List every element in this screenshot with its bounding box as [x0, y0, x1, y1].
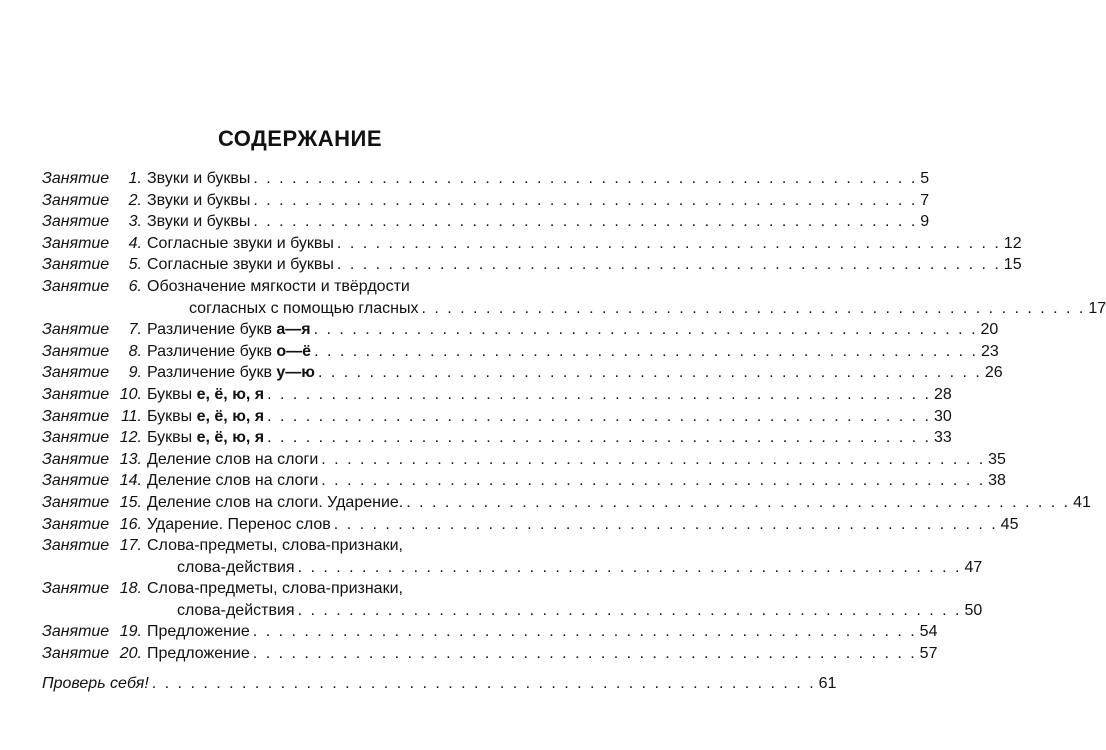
page-number: 38 — [988, 472, 1006, 490]
entry-title — [147, 535, 547, 557]
leader-dots: . . . . . . . . . . . . . . . . . . . . . . . . . . . . . . . . . . . . . . . . . . . . . . . . . . . . — [253, 213, 918, 231]
entry-title — [147, 362, 1003, 384]
entry-title-letters: а—я — [276, 321, 311, 339]
leader-dots: . . . . . . . . . . . . . . . . . . . . . . . . . . . . . . . . . . . . . . . . . . . . . . . . . . . . — [321, 450, 986, 468]
lesson-number: 3. — [128, 213, 142, 231]
lesson-number: 12. — [119, 429, 142, 447]
page-number: 35 — [988, 450, 1006, 468]
toc-entry[interactable] — [42, 319, 999, 341]
entry-title — [147, 470, 1006, 492]
entry-title-text: Деление слов на слоги. Ударение. — [147, 493, 404, 511]
leader-dots: . . . . . . . . . . . . . . . . . . . . . . . . . . . . . . . . . . . . . . . . . . . . . . . . . . . . — [252, 623, 917, 641]
lesson-number: 10. — [119, 385, 142, 403]
lesson-word: Занятие — [42, 321, 110, 339]
lesson-word: Занятие — [42, 256, 110, 274]
lesson-label — [42, 514, 142, 536]
lesson-word: Занятие — [42, 364, 110, 382]
leader-dots: . . . . . . . . . . . . . . . . . . . . . . . . . . . . . . . . . . . . . . . . . . . . . . . . . . . . — [421, 299, 1086, 317]
page-number: 23 — [980, 342, 999, 360]
entry-title-text: Различение букв — [147, 342, 272, 360]
page-number: 28 — [933, 385, 952, 403]
lesson-label — [42, 168, 142, 190]
lesson-label — [42, 643, 142, 665]
lesson-label — [42, 319, 142, 341]
lesson-number: 4. — [128, 234, 142, 252]
entry-title — [147, 276, 547, 298]
toc-entry[interactable] — [42, 449, 1006, 471]
check-yourself-label: Проверь себя! — [42, 674, 149, 692]
toc-entry[interactable] — [42, 190, 930, 212]
lesson-label — [42, 621, 142, 643]
lesson-label — [42, 492, 142, 514]
lesson-word: Занятие — [42, 429, 110, 447]
leader-dots: . . . . . . . . . . . . . . . . . . . . . . . . . . . . . . . . . . . . . . . . . . . . . . . . . . . . — [321, 472, 986, 490]
entry-title — [147, 492, 1091, 514]
leader-dots: . . . . . . . . . . . . . . . . . . . . . . . . . . . . . . . . . . . . . . . . . . . . . . . . . . . . — [297, 558, 962, 576]
lesson-label — [42, 384, 142, 406]
page-number: 12 — [1003, 234, 1022, 252]
leader-dots: . . . . . . . . . . . . . . . . . . . . . . . . . . . . . . . . . . . . . . . . . . . . . . . . . . . . — [406, 493, 1071, 511]
lesson-word: Занятие — [42, 170, 110, 187]
page-number: 15 — [1003, 256, 1022, 274]
entry-title — [147, 254, 1022, 276]
lesson-label — [42, 276, 142, 298]
lesson-number: 20. — [119, 645, 142, 663]
page-number: 7 — [920, 191, 930, 209]
entry-title-continued — [189, 298, 1106, 320]
leader-dots: . . . . . . . . . . . . . . . . . . . . . . . . . . . . . . . . . . . . . . . . . . . . . . . . . . . . — [267, 429, 931, 447]
entry-title — [147, 449, 1006, 471]
lesson-word: Занятие — [42, 450, 110, 468]
entry-title-text: Звуки и буквы — [147, 213, 251, 231]
lesson-word: Занятие — [42, 645, 110, 663]
lesson-word: Занятие — [42, 623, 110, 641]
lesson-number: 13. — [119, 450, 142, 468]
toc-entry[interactable] — [42, 535, 983, 578]
lesson-number: 2. — [128, 191, 142, 209]
entry-title-text: Звуки и буквы — [147, 191, 251, 209]
entry-title-text: Буквы — [147, 385, 193, 403]
lesson-label — [42, 578, 142, 600]
lesson-word: Занятие — [42, 493, 110, 511]
page-number: 61 — [818, 674, 837, 692]
entry-title-text: слова-действия — [177, 601, 295, 619]
lesson-number: 7. — [128, 321, 142, 339]
entry-title-letters: е, ё, ю, я — [196, 429, 265, 447]
lesson-word: Занятие — [42, 472, 110, 490]
leader-dots: . . . . . . . . . . . . . . . . . . . . . . . . . . . . . . . . . . . . . . . . . . . . . . . . . . . . — [333, 515, 998, 533]
lesson-number: 14. — [119, 472, 142, 490]
lesson-number: 8. — [128, 342, 142, 360]
lesson-label — [42, 341, 142, 363]
entry-title-text: Ударение. Перенос слов — [147, 515, 331, 533]
lesson-number: 1. — [128, 170, 142, 187]
entry-title-letters: у—ю — [276, 364, 315, 382]
lesson-number: 6. — [128, 277, 142, 295]
entry-title — [147, 427, 952, 449]
entry-title-letters: е, ё, ю, я — [196, 407, 265, 425]
leader-dots: . . . . . . . . . . . . . . . . . . . . . . . . . . . . . . . . . . . . . . . . . . . . . . . . . . . . — [267, 385, 931, 403]
entry-title-letters: о—ё — [276, 342, 312, 360]
entry-title-text: Слова-предметы, слова-признаки, — [147, 580, 403, 598]
toc-entry[interactable] — [42, 621, 938, 643]
lesson-number: 18. — [119, 580, 142, 598]
leader-dots: . . . . . . . . . . . . . . . . . . . . . . . . . . . . . . . . . . . . . . . . . . . . . . . . . . . . — [317, 364, 982, 382]
entry-title-text: Деление слов на слоги — [147, 472, 319, 490]
entry-title — [147, 514, 1018, 536]
lesson-word: Занятие — [42, 213, 110, 231]
lesson-label — [42, 190, 142, 212]
entry-title — [147, 319, 998, 341]
lesson-label — [42, 427, 142, 449]
page-number: 9 — [920, 213, 930, 231]
leader-dots: . . . . . . . . . . . . . . . . . . . . . . . . . . . . . . . . . . . . . . . . . . . . . . . . . . . . — [297, 601, 962, 619]
toc-entry[interactable] — [42, 406, 952, 428]
lesson-label — [42, 254, 142, 276]
leader-dots: . . . . . . . . . . . . . . . . . . . . . . . . . . . . . . . . . . . . . . . . . . . . . . . . . . . . — [151, 674, 816, 692]
page-number: 26 — [984, 364, 1003, 382]
lesson-number: 19. — [119, 623, 142, 641]
entry-title — [147, 384, 952, 406]
lesson-word: Занятие — [42, 277, 110, 295]
lesson-word: Занятие — [42, 191, 110, 209]
entry-title — [147, 211, 929, 233]
leader-dots: . . . . . . . . . . . . . . . . . . . . . . . . . . . . . . . . . . . . . . . . . . . . . . . . . . . . — [336, 256, 1001, 274]
page-title: СОДЕРЖАНИЕ — [217, 126, 383, 151]
entry-title-text: Буквы — [147, 429, 193, 447]
toc-entry[interactable] — [42, 427, 952, 449]
entry-title-letters: е, ё, ю, я — [196, 385, 265, 403]
entry-title — [147, 578, 547, 600]
entry-title-text: согласных с помощью гласных — [189, 299, 419, 317]
entry-title-continued — [177, 557, 982, 579]
entry-title-text: Буквы — [147, 407, 193, 425]
lesson-word: Занятие — [42, 342, 110, 360]
page-number: 54 — [919, 623, 938, 641]
page-number: 5 — [920, 170, 930, 187]
page-number: 20 — [980, 321, 999, 339]
entry-title-text: Звуки и буквы — [147, 170, 251, 187]
page-number: 30 — [933, 407, 952, 425]
entry-title — [147, 233, 1022, 255]
toc-entry[interactable] — [42, 643, 938, 665]
entry-title — [147, 341, 999, 363]
entry-title-text: Предложение — [147, 623, 250, 641]
entry-title-text: Обозначение мягкости и твёрдости — [147, 277, 410, 295]
entry-title — [147, 643, 937, 665]
entry-title-text: Согласные звуки и буквы — [147, 234, 334, 252]
page-number: 33 — [933, 429, 952, 447]
toc-entry[interactable] — [42, 578, 983, 621]
toc-entry[interactable] — [42, 492, 1091, 514]
lesson-word: Занятие — [42, 407, 110, 425]
toc-entry[interactable] — [42, 470, 1006, 492]
spacer — [42, 665, 547, 673]
toc-entry[interactable] — [42, 168, 930, 190]
toc-entry[interactable] — [42, 384, 952, 406]
toc-entry[interactable] — [42, 233, 1022, 255]
lesson-label — [42, 362, 142, 384]
entry-title-text: Различение букв — [147, 321, 272, 339]
lesson-label — [42, 211, 142, 233]
leader-dots: . . . . . . . . . . . . . . . . . . . . . . . . . . . . . . . . . . . . . . . . . . . . . . . . . . . . — [336, 234, 1001, 252]
toc-entry[interactable] — [42, 362, 1003, 384]
lesson-number: 5. — [128, 256, 142, 274]
toc-entry[interactable] — [42, 211, 930, 233]
leader-dots: . . . . . . . . . . . . . . . . . . . . . . . . . . . . . . . . . . . . . . . . . . . . . . . . . . . . — [252, 645, 917, 663]
leader-dots: . . . . . . . . . . . . . . . . . . . . . . . . . . . . . . . . . . . . . . . . . . . . . . . . . . . . — [313, 321, 978, 339]
leader-dots: . . . . . . . . . . . . . . . . . . . . . . . . . . . . . . . . . . . . . . . . . . . . . . . . . . . . — [253, 170, 918, 187]
table-of-contents — [42, 168, 1106, 694]
toc-entry[interactable] — [42, 341, 999, 363]
page-number: 50 — [964, 601, 983, 619]
page-number: 47 — [964, 558, 983, 576]
lesson-number: 11. — [120, 407, 142, 425]
toc-entry[interactable] — [42, 514, 1019, 536]
lesson-number: 16. — [119, 515, 142, 533]
entry-title-text: Слова-предметы, слова-признаки, — [147, 537, 403, 555]
lesson-word: Занятие — [42, 537, 110, 555]
entry-title — [147, 190, 929, 212]
lesson-label — [42, 233, 142, 255]
lesson-label — [42, 470, 142, 492]
entry-title — [147, 621, 937, 643]
page-number: 41 — [1073, 493, 1091, 511]
toc-entry-check[interactable] — [42, 673, 837, 695]
lesson-label — [42, 535, 142, 557]
lesson-label — [42, 406, 142, 428]
entry-title-continued — [177, 600, 982, 622]
lesson-word: Занятие — [42, 234, 110, 252]
leader-dots: . . . . . . . . . . . . . . . . . . . . . . . . . . . . . . . . . . . . . . . . . . . . . . . . . . . . — [314, 342, 978, 360]
lesson-label — [42, 449, 142, 471]
lesson-word: Занятие — [42, 580, 110, 598]
toc-entry[interactable] — [42, 254, 1022, 276]
lesson-word: Занятие — [42, 385, 110, 403]
toc-entry[interactable] — [42, 276, 1106, 319]
entry-title — [147, 406, 952, 428]
entry-title-text: Предложение — [147, 645, 250, 663]
lesson-number: 9. — [128, 364, 142, 382]
leader-dots: . . . . . . . . . . . . . . . . . . . . . . . . . . . . . . . . . . . . . . . . . . . . . . . . . . . . — [253, 191, 918, 209]
page-number: 45 — [1000, 515, 1019, 533]
lesson-number: 15. — [119, 493, 142, 511]
page-number: 17 — [1088, 299, 1106, 317]
entry-title-text: слова-действия — [177, 558, 295, 576]
entry-title-text: Различение букв — [147, 364, 272, 382]
lesson-number: 17. — [119, 537, 142, 555]
entry-title-text: Деление слов на слоги — [147, 450, 319, 468]
leader-dots: . . . . . . . . . . . . . . . . . . . . . . . . . . . . . . . . . . . . . . . . . . . . . . . . . . . . — [267, 407, 931, 425]
entry-title — [147, 168, 929, 190]
page-number: 57 — [919, 645, 938, 663]
entry-title-text: Согласные звуки и буквы — [147, 256, 334, 274]
lesson-word: Занятие — [42, 515, 110, 533]
